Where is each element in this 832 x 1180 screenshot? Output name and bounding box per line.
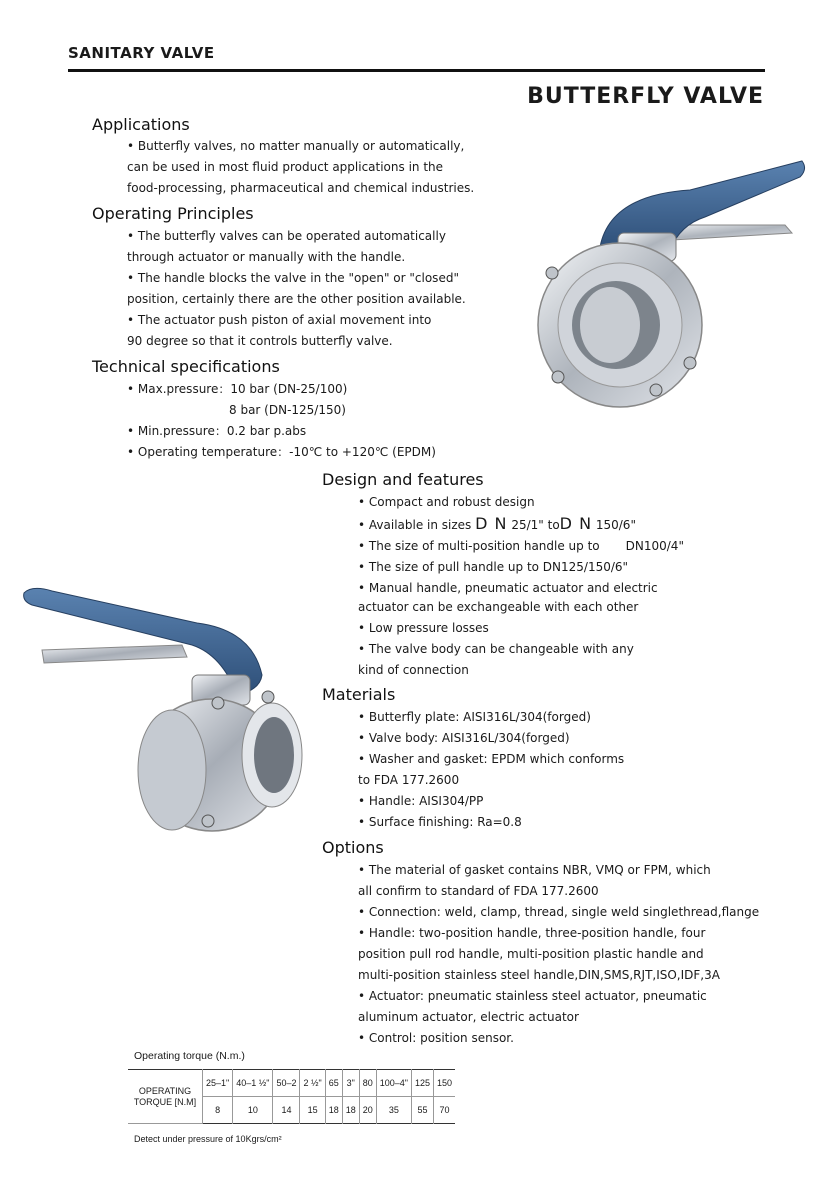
- applications-line: • Butterfly valves, no matter manually or automatically,: [127, 139, 465, 153]
- butterfly-valve-image-top: [530, 155, 810, 425]
- sizes-mid: 25/1" to: [511, 518, 560, 532]
- header-rule: [68, 69, 765, 72]
- torque-value-cell: 55: [411, 1097, 433, 1124]
- principles-line: • The actuator push piston of axial movement into: [127, 313, 432, 327]
- feature-pull-handle: • The size of pull handle up to DN125/150/6": [358, 560, 629, 574]
- principles-line: through actuator or manually with the handle.: [127, 250, 406, 264]
- size-cell: 80: [359, 1070, 376, 1097]
- max-pressure-large: 8 bar (DN-125/150): [229, 403, 346, 417]
- material-item: • Butterfly plate: AISI316L/304(forged): [358, 710, 591, 724]
- row-header-line-2: TORQUE [N.M]: [133, 1096, 197, 1107]
- option-line: • Control: position sensor.: [358, 1031, 514, 1045]
- option-line: • Actuator: pneumatic stainless steel actuator, pneumatic: [358, 989, 707, 1003]
- torque-note: Detect under pressure of 10Kgrs/cm²: [134, 1134, 282, 1144]
- torque-size-row: [128, 1070, 455, 1097]
- material-item: • Surface finishing: Ra=0.8: [358, 815, 522, 829]
- row-header-line-1: OPERATING: [138, 1085, 192, 1096]
- technical-specs-heading: Technical specifications: [92, 357, 280, 376]
- torque-value-cell: 15: [300, 1097, 325, 1124]
- applications-line: can be used in most fluid product applications in the: [127, 160, 444, 174]
- option-line: • Connection: weld, clamp, thread, single weld singlethread,flange: [358, 905, 760, 919]
- options-heading: Options: [322, 838, 384, 857]
- principles-line: • The handle blocks the valve in the "open" or "closed": [127, 271, 459, 285]
- feature-body: • The valve body can be changeable with any: [358, 642, 634, 656]
- torque-value-cell: 35: [376, 1097, 411, 1124]
- torque-row-header: [128, 1070, 203, 1124]
- operating-principles-heading: Operating Principles: [92, 204, 254, 223]
- option-line: aluminum actuator, electric actuator: [358, 1010, 579, 1024]
- torque-value-cell: 10: [233, 1097, 273, 1124]
- torque-value-cell: 70: [434, 1097, 456, 1124]
- size-cell: 125: [411, 1070, 433, 1097]
- size-cell: 3": [342, 1070, 359, 1097]
- torque-value-cell: 18: [325, 1097, 342, 1124]
- operating-temperature: • Operating temperature：-10℃ to +120℃ (EPDM): [127, 445, 436, 459]
- applications-text: [127, 136, 474, 199]
- options-list: [358, 860, 759, 1049]
- size-cell: 50–2: [273, 1070, 300, 1097]
- principles-line: 90 degree so that it controls butterfly valve.: [127, 334, 393, 348]
- option-line: all confirm to standard of FDA 177.2600: [358, 884, 599, 898]
- operating-principles-text: [127, 226, 466, 352]
- sizes-dn-1: D N: [475, 514, 508, 533]
- feature-low-pressure: • Low pressure losses: [358, 621, 489, 635]
- principles-line: • The butterfly valves can be operated automatically: [127, 229, 446, 243]
- material-item: to FDA 177.2600: [358, 773, 460, 787]
- size-cell: 40–1 ½": [233, 1070, 273, 1097]
- material-item: • Handle: AISI304/PP: [358, 794, 484, 808]
- page-title: BUTTERFLY VALVE: [527, 84, 764, 109]
- materials-list: [358, 707, 624, 833]
- category-label: SANITARY VALVE: [68, 44, 215, 62]
- material-item: • Washer and gasket: EPDM which conforms: [358, 752, 625, 766]
- feature-exchange-cont: actuator can be exchangeable with each other: [358, 600, 639, 614]
- butterfly-valve-image-side: [22, 585, 322, 845]
- torque-table: [128, 1069, 455, 1124]
- size-cell: 25–1": [203, 1070, 233, 1097]
- size-cell: 150: [434, 1070, 456, 1097]
- size-cell: 2 ½": [300, 1070, 325, 1097]
- sizes-prefix: • Available in sizes: [358, 518, 476, 532]
- size-cell: 100–4": [376, 1070, 411, 1097]
- applications-heading: Applications: [92, 115, 190, 134]
- option-line: multi-position stainless steel handle,DIN,SMS,RJT,ISO,IDF,3A: [358, 968, 720, 982]
- feature-multi-handle: [358, 536, 684, 557]
- design-features-list: [358, 492, 684, 599]
- multi-handle-size: DN100/4": [625, 539, 684, 553]
- torque-value-cell: 14: [273, 1097, 300, 1124]
- material-item: • Valve body: AISI316L/304(forged): [358, 731, 570, 745]
- principles-line: position, certainly there are the other position available.: [127, 292, 466, 306]
- sizes-dn-2: D N: [559, 514, 593, 533]
- option-line: • The material of gasket contains NBR, VMQ or FPM, which: [358, 863, 711, 877]
- multi-handle-text: • The size of multi-position handle up to: [358, 539, 600, 553]
- feature-exchange: • Manual handle, pneumatic actuator and electric: [358, 581, 658, 595]
- design-features-heading: Design and features: [322, 470, 484, 489]
- feature-sizes: [358, 513, 684, 536]
- torque-caption: Operating torque (N.m.): [134, 1050, 245, 1062]
- option-line: position pull rod handle, multi-position plastic handle and: [358, 947, 704, 961]
- torque-value-cell: 18: [342, 1097, 359, 1124]
- feature-body-cont: kind of connection: [358, 663, 469, 677]
- sizes-end: 150/6": [595, 518, 636, 532]
- torque-value-cell: 20: [359, 1097, 376, 1124]
- min-pressure: • Min.pressure：0.2 bar p.abs: [127, 424, 307, 438]
- applications-line: food-processing, pharmaceutical and chemical industries.: [127, 181, 475, 195]
- materials-heading: Materials: [322, 685, 396, 704]
- size-cell: 65: [325, 1070, 342, 1097]
- option-line: • Handle: two-position handle, three-position handle, four: [358, 926, 706, 940]
- max-pressure: • Max.pressure：10 bar (DN-25/100): [127, 382, 348, 396]
- torque-value-cell: 8: [203, 1097, 233, 1124]
- feature-compact: • Compact and robust design: [358, 495, 535, 509]
